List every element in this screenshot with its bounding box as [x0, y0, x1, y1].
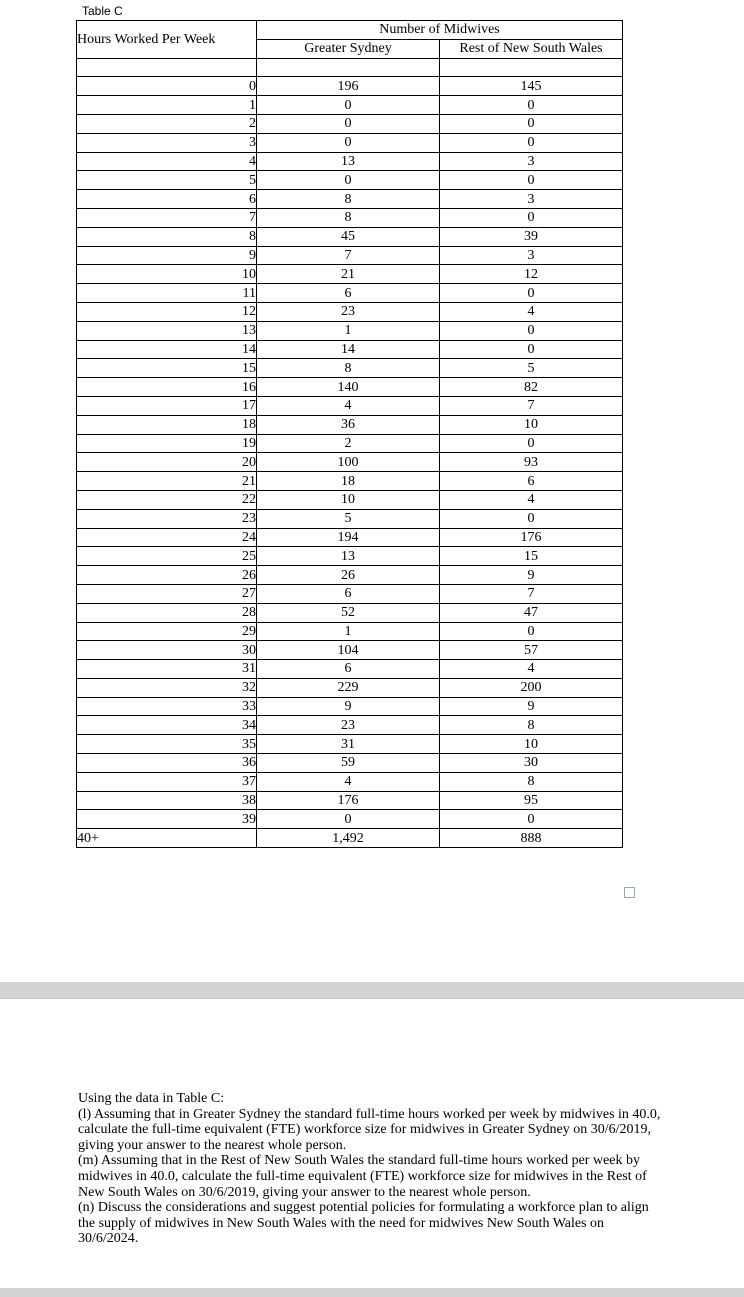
greater-sydney-cell: 59 — [257, 754, 440, 773]
table-row — [77, 171, 623, 190]
hours-cell: 18 — [77, 415, 257, 434]
hours-cell: 32 — [77, 678, 257, 697]
rest-nsw-cell: 57 — [440, 641, 623, 660]
rest-nsw-cell: 15 — [440, 547, 623, 566]
table-row — [77, 396, 623, 415]
table-row — [77, 810, 623, 829]
greater-sydney-cell: 10 — [257, 490, 440, 509]
greater-sydney-cell: 5 — [257, 509, 440, 528]
hours-cell: 9 — [77, 246, 257, 265]
greater-sydney-cell: 14 — [257, 340, 440, 359]
rest-nsw-cell: 6 — [440, 472, 623, 491]
hours-cell: 19 — [77, 434, 257, 453]
table-row — [77, 133, 623, 152]
spacer-cell — [440, 58, 623, 77]
table-row — [77, 490, 623, 509]
rest-nsw-cell: 93 — [440, 453, 623, 472]
rest-nsw-cell: 9 — [440, 566, 623, 585]
hours-cell: 33 — [77, 697, 257, 716]
greater-sydney-cell: 1,492 — [257, 829, 440, 848]
greater-sydney-cell: 4 — [257, 772, 440, 791]
hours-cell: 11 — [77, 284, 257, 303]
hours-cell: 6 — [77, 190, 257, 209]
table-caption: Table C — [82, 4, 123, 18]
greater-sydney-cell: 23 — [257, 716, 440, 735]
table-row — [77, 584, 623, 603]
rest-nsw-cell: 888 — [440, 829, 623, 848]
table-row — [77, 434, 623, 453]
rest-nsw-cell: 3 — [440, 190, 623, 209]
rest-nsw-cell: 0 — [440, 96, 623, 115]
table-row-total — [77, 829, 623, 848]
greater-sydney-cell: 229 — [257, 678, 440, 697]
rest-nsw-cell: 10 — [440, 415, 623, 434]
question-block — [78, 1091, 663, 1247]
hours-cell: 21 — [77, 472, 257, 491]
rest-nsw-cell: 145 — [440, 77, 623, 96]
table-row — [77, 716, 623, 735]
hours-cell: 36 — [77, 754, 257, 773]
table-row — [77, 246, 623, 265]
rest-nsw-cell: 4 — [440, 302, 623, 321]
table-row — [77, 509, 623, 528]
table-row — [77, 735, 623, 754]
table-row — [77, 208, 623, 227]
table-row — [77, 284, 623, 303]
table-row — [77, 697, 623, 716]
greater-sydney-cell: 0 — [257, 810, 440, 829]
rest-nsw-cell: 47 — [440, 603, 623, 622]
hours-cell: 28 — [77, 603, 257, 622]
greater-sydney-cell: 196 — [257, 77, 440, 96]
rest-nsw-header: Rest of New South Wales — [440, 39, 623, 58]
table-row — [77, 340, 623, 359]
table-body — [77, 58, 623, 847]
hours-cell: 37 — [77, 772, 257, 791]
hours-cell: 7 — [77, 208, 257, 227]
rest-nsw-cell: 8 — [440, 716, 623, 735]
greater-sydney-cell: 1 — [257, 321, 440, 340]
spacer-cell — [257, 58, 440, 77]
page-bottom-divider — [0, 1288, 744, 1297]
rest-nsw-cell: 39 — [440, 227, 623, 246]
greater-sydney-cell: 140 — [257, 378, 440, 397]
greater-sydney-cell: 1 — [257, 622, 440, 641]
rest-nsw-cell: 0 — [440, 622, 623, 641]
hours-cell: 23 — [77, 509, 257, 528]
hours-cell: 26 — [77, 566, 257, 585]
question-m: (m) Assuming that in the Rest of New South Wales the standard full-time hours worked per week by midwives in 40.0, calculate the full-time equivalent (FTE) workforce size for midwives in the Rest of New South Wales on 30/6/2019, giving your answer to the nearest whole person. — [78, 1153, 647, 1200]
table-row — [77, 227, 623, 246]
rest-nsw-cell: 0 — [440, 284, 623, 303]
greater-sydney-cell: 13 — [257, 152, 440, 171]
hours-cell: 8 — [77, 227, 257, 246]
rest-nsw-cell: 7 — [440, 396, 623, 415]
rest-nsw-cell: 0 — [440, 321, 623, 340]
greater-sydney-cell: 7 — [257, 246, 440, 265]
rest-nsw-cell: 5 — [440, 359, 623, 378]
hours-cell: 13 — [77, 321, 257, 340]
table-row — [77, 678, 623, 697]
hours-cell: 3 — [77, 133, 257, 152]
table-row — [77, 528, 623, 547]
group-header: Number of Midwives — [257, 21, 623, 40]
hours-cell: 15 — [77, 359, 257, 378]
greater-sydney-cell: 6 — [257, 660, 440, 679]
spacer-cell — [77, 58, 257, 77]
table-spacer-row — [77, 58, 623, 77]
rest-nsw-cell: 176 — [440, 528, 623, 547]
greater-sydney-cell: 104 — [257, 641, 440, 660]
hours-cell: 2 — [77, 114, 257, 133]
rest-nsw-cell: 12 — [440, 265, 623, 284]
rest-nsw-cell: 9 — [440, 697, 623, 716]
table-row — [77, 472, 623, 491]
greater-sydney-cell: 6 — [257, 584, 440, 603]
table-row — [77, 359, 623, 378]
rest-nsw-cell: 30 — [440, 754, 623, 773]
table-row — [77, 77, 623, 96]
greater-sydney-cell: 26 — [257, 566, 440, 585]
rest-nsw-cell: 0 — [440, 133, 623, 152]
hours-cell: 24 — [77, 528, 257, 547]
question-intro: Using the data in Table C: — [78, 1091, 225, 1106]
table-row — [77, 641, 623, 660]
greater-sydney-cell: 9 — [257, 697, 440, 716]
table-row — [77, 415, 623, 434]
greater-sydney-cell: 52 — [257, 603, 440, 622]
greater-sydney-cell: 2 — [257, 434, 440, 453]
greater-sydney-cell: 0 — [257, 171, 440, 190]
hours-cell: 35 — [77, 735, 257, 754]
table-row — [77, 754, 623, 773]
hours-cell: 29 — [77, 622, 257, 641]
rest-nsw-cell: 4 — [440, 490, 623, 509]
hours-cell: 1 — [77, 96, 257, 115]
table-row — [77, 321, 623, 340]
hours-cell: 22 — [77, 490, 257, 509]
table-row — [77, 96, 623, 115]
question-n: (n) Discuss the considerations and suggest potential policies for formulating a workforce plan to align the supply of midwives in New South Wales with the need for midwives New South Wales on 30/6/2024. — [78, 1200, 649, 1247]
table-row — [77, 603, 623, 622]
table-row — [77, 265, 623, 284]
table-row — [77, 772, 623, 791]
greater-sydney-cell: 6 — [257, 284, 440, 303]
table-row — [77, 190, 623, 209]
greater-sydney-cell: 0 — [257, 96, 440, 115]
rest-nsw-cell: 0 — [440, 509, 623, 528]
greater-sydney-header: Greater Sydney — [257, 39, 440, 58]
hours-header: Hours Worked Per Week — [77, 21, 257, 59]
hours-cell: 0 — [77, 77, 257, 96]
hours-cell: 40+ — [77, 829, 257, 848]
greater-sydney-cell: 8 — [257, 208, 440, 227]
greater-sydney-cell: 194 — [257, 528, 440, 547]
hours-cell: 34 — [77, 716, 257, 735]
greater-sydney-cell: 8 — [257, 359, 440, 378]
greater-sydney-cell: 176 — [257, 791, 440, 810]
rest-nsw-cell: 10 — [440, 735, 623, 754]
hours-cell: 25 — [77, 547, 257, 566]
rest-nsw-cell: 95 — [440, 791, 623, 810]
page-divider — [0, 982, 744, 999]
table-row — [77, 453, 623, 472]
table-row — [77, 791, 623, 810]
table-resize-handle[interactable] — [624, 887, 635, 898]
rest-nsw-cell: 0 — [440, 810, 623, 829]
rest-nsw-cell: 0 — [440, 340, 623, 359]
rest-nsw-cell: 3 — [440, 246, 623, 265]
table-row — [77, 114, 623, 133]
rest-nsw-cell: 200 — [440, 678, 623, 697]
greater-sydney-cell: 23 — [257, 302, 440, 321]
hours-cell: 31 — [77, 660, 257, 679]
hours-cell: 10 — [77, 265, 257, 284]
rest-nsw-cell: 8 — [440, 772, 623, 791]
greater-sydney-cell: 8 — [257, 190, 440, 209]
midwives-table — [76, 20, 623, 848]
hours-cell: 39 — [77, 810, 257, 829]
question-l: (l) Assuming that in Greater Sydney the standard full-time hours worked per week by midwives in 40.0, calculate the full-time equivalent (FTE) workforce size for midwives in Greater Sydney on 30/6/2019, giving your answer to the nearest whole person. — [78, 1106, 661, 1153]
rest-nsw-cell: 0 — [440, 434, 623, 453]
document-page-2 — [0, 999, 744, 1297]
hours-cell: 38 — [77, 791, 257, 810]
rest-nsw-cell: 0 — [440, 171, 623, 190]
greater-sydney-cell: 100 — [257, 453, 440, 472]
hours-cell: 30 — [77, 641, 257, 660]
hours-cell: 20 — [77, 453, 257, 472]
table-row — [77, 302, 623, 321]
rest-nsw-cell: 3 — [440, 152, 623, 171]
greater-sydney-cell: 21 — [257, 265, 440, 284]
hours-cell: 14 — [77, 340, 257, 359]
table-row — [77, 660, 623, 679]
greater-sydney-cell: 0 — [257, 133, 440, 152]
rest-nsw-cell: 82 — [440, 378, 623, 397]
hours-cell: 27 — [77, 584, 257, 603]
rest-nsw-cell: 7 — [440, 584, 623, 603]
greater-sydney-cell: 36 — [257, 415, 440, 434]
table-row — [77, 378, 623, 397]
rest-nsw-cell: 4 — [440, 660, 623, 679]
greater-sydney-cell: 0 — [257, 114, 440, 133]
hours-cell: 17 — [77, 396, 257, 415]
table-row — [77, 547, 623, 566]
greater-sydney-cell: 4 — [257, 396, 440, 415]
table-row — [77, 152, 623, 171]
hours-cell: 16 — [77, 378, 257, 397]
greater-sydney-cell: 45 — [257, 227, 440, 246]
table-row — [77, 566, 623, 585]
greater-sydney-cell: 13 — [257, 547, 440, 566]
rest-nsw-cell: 0 — [440, 114, 623, 133]
rest-nsw-cell: 0 — [440, 208, 623, 227]
hours-cell: 5 — [77, 171, 257, 190]
hours-cell: 4 — [77, 152, 257, 171]
greater-sydney-cell: 31 — [257, 735, 440, 754]
hours-cell: 12 — [77, 302, 257, 321]
table-row — [77, 622, 623, 641]
greater-sydney-cell: 18 — [257, 472, 440, 491]
